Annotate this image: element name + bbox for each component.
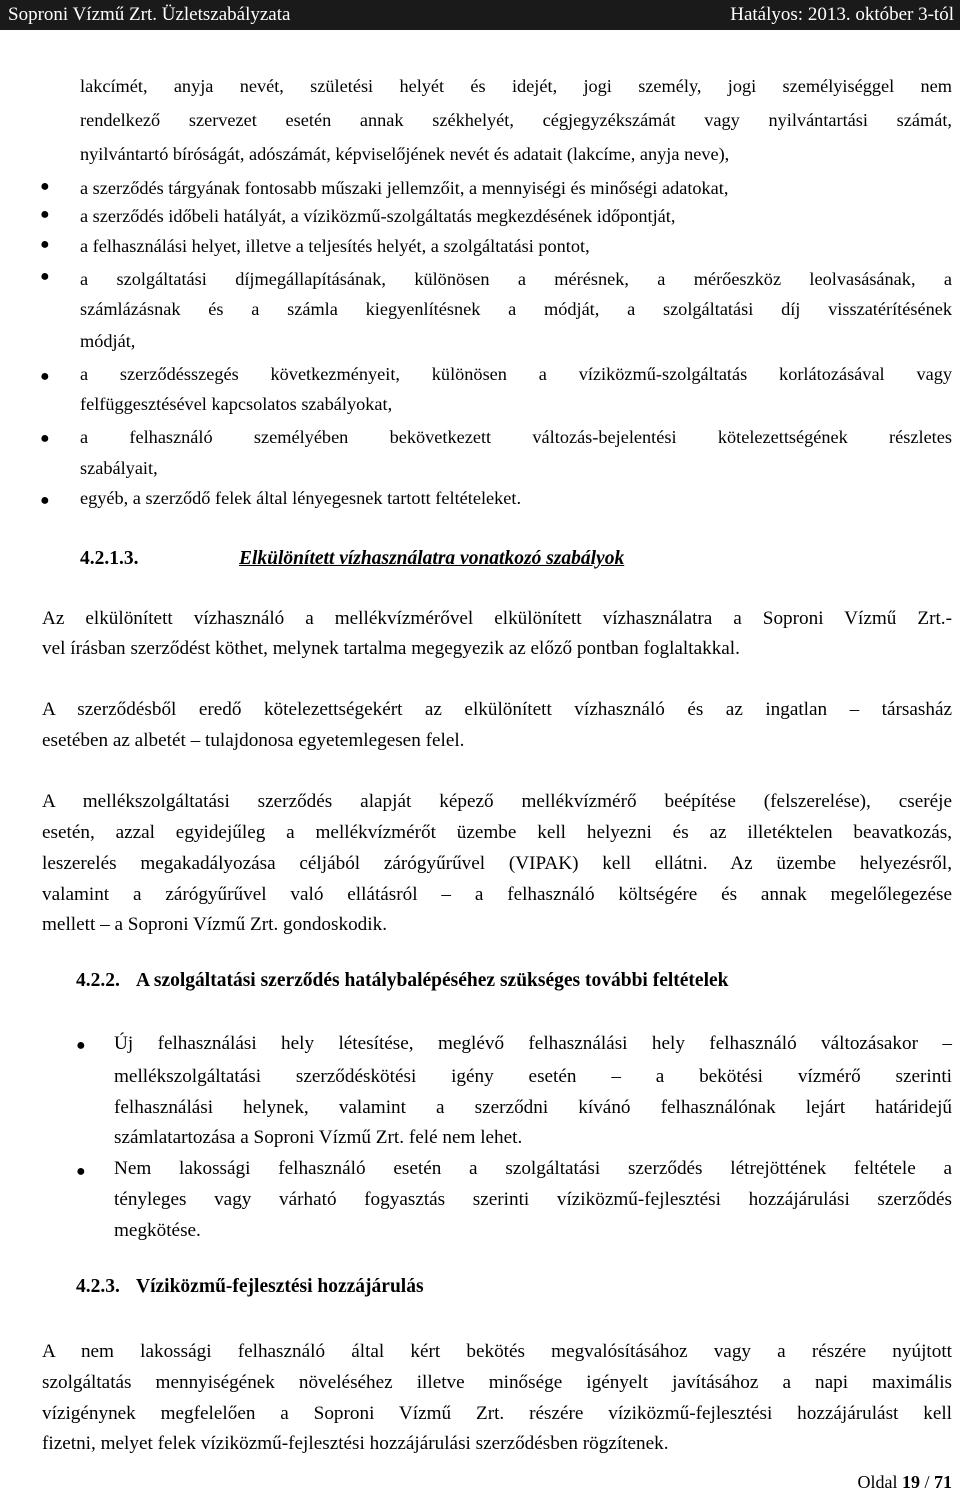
list-item-line: rendelkező szervezet esetén annak székhelyét, cégjegyzékszámát vagy nyilvántartási számát, — [80, 110, 952, 130]
section-title: A szolgáltatási szerződés hatálybalépéséhez szükséges további feltételek — [136, 970, 729, 991]
paragraph-line: vízigénynek megfelelően a Soproni Vízmű Zrt. részére víziközmű-fejlesztési hozzájárulást kell — [42, 1403, 952, 1424]
list-item-line: felhasználási helynek, valamint a szerződni kívánó felhasználónak lejárt határidejű — [114, 1097, 952, 1118]
paragraph-line: leszerelés megakadályozása céljából zárógyűrűvel (VIPAK) kell ellátni. Az üzembe helyezésről, — [42, 853, 952, 874]
list-item-line: módját, — [80, 331, 136, 351]
paragraph-line: szolgáltatás mennyiségének növeléséhez illetve minősége igényelt javításához a napi maximális — [42, 1372, 952, 1393]
page-header — [0, 0, 960, 30]
list-item-line: Nem lakossági felhasználó esetén a szolgáltatási szerződés létrejöttének feltétele a — [114, 1158, 952, 1179]
bullet-icon: ● — [40, 368, 50, 385]
section-number: 4.2.1.3. — [80, 548, 139, 569]
bullet-icon: ● — [40, 206, 50, 223]
list-item-line: számlázásnak és a számla kiegyenlítésnek a módját, a szolgáltatási díj visszatérítésének — [80, 299, 952, 319]
paragraph-line: vel írásban szerződést köthet, melynek tartalma megegyezik az előző pontban foglaltakkal. — [42, 638, 740, 659]
section-number: 4.2.2. — [76, 970, 120, 991]
list-item-line: a szerződésszegés következményeit, különösen a víziközmű-szolgáltatás korlátozásával vagy — [80, 364, 952, 384]
list-item-line: szabályait, — [80, 458, 158, 478]
bullet-icon: ● — [40, 492, 50, 509]
page-label: Oldal — [857, 1472, 898, 1492]
bullet-icon: ● — [40, 236, 50, 253]
paragraph-line: esetén, azzal egyidejűleg a mellékvízmérőt üzembe kell helyezni és az illetéktelen beavatkozás, — [42, 822, 952, 843]
bullet-icon: ● — [40, 178, 50, 195]
list-item-line: lakcímét, anyja nevét, születési helyét és idejét, jogi személy, jogi személyiséggel nem — [80, 76, 952, 96]
paragraph-line: A mellékszolgáltatási szerződés alapját képező mellékvízmérő beépítése (felszerelése), cseréje — [42, 791, 952, 812]
list-item-line: tényleges vagy várható fogyasztás szerinti víziközmű-fejlesztési hozzájárulási szerződés — [114, 1189, 952, 1210]
list-item-line: Új felhasználási hely létesítése, meglévő felhasználási hely felhasználó változásakor – — [114, 1033, 952, 1054]
list-item-line: a szerződés időbeli hatályát, a víziközmű-szolgáltatás megkezdésének időpontját, — [80, 206, 676, 226]
paragraph-line: fizetni, melyet felek víziközmű-fejlesztési hozzájárulási szerződésben rögzítenek. — [42, 1433, 669, 1454]
paragraph-line: Az elkülönített vízhasználó a mellékvízmérővel elkülönített vízhasználatra a Soproni Vízmű Zrt.- — [42, 608, 952, 629]
section-number: 4.2.3. — [76, 1276, 120, 1297]
paragraph-line: valamint a zárógyűrűvel való ellátásról – a felhasználó költségére és annak megelőlegezése — [42, 884, 952, 905]
paragraph-line: mellett – a Soproni Vízmű Zrt. gondoskodik. — [42, 914, 387, 935]
list-item-line: felfüggesztésével kapcsolatos szabályokat, — [80, 394, 393, 414]
list-item-line: számlatartozása a Soproni Vízmű Zrt. felé nem lehet. — [114, 1127, 523, 1148]
page-separator: / — [924, 1472, 930, 1492]
list-item-line: a felhasználó személyében bekövetkezett változás-bejelentési kötelezettségének részletes — [80, 427, 952, 447]
bullet-icon: ● — [40, 268, 50, 285]
list-item-line: megkötése. — [114, 1220, 201, 1241]
section-title: Víziközmű-fejlesztési hozzájárulás — [136, 1276, 424, 1297]
header-document-title: Soproni Vízmű Zrt. Üzletszabályzata — [8, 4, 291, 25]
list-item-line: mellékszolgáltatási szerződéskötési igény esetén – a bekötési vízmérő szerinti — [114, 1066, 952, 1087]
paragraph-line: A nem lakossági felhasználó által kért bekötés megvalósításához vagy a részére nyújtott — [42, 1341, 952, 1362]
bullet-icon: ● — [40, 430, 50, 447]
total-pages: 71 — [934, 1472, 952, 1492]
paragraph-line: esetében az albetét – tulajdonosa egyetemlegesen felel. — [42, 730, 465, 751]
list-item-line: a felhasználási helyet, illetve a teljesítés helyét, a szolgáltatási pontot, — [80, 236, 590, 256]
page-number — [857, 1472, 952, 1493]
bullet-icon: ● — [76, 1037, 86, 1054]
bullet-icon: ● — [76, 1163, 86, 1180]
list-item-line: nyilvántartó bíróságát, adószámát, képviselőjének nevét és adatait (lakcíme, anyja neve), — [80, 144, 730, 164]
list-item-line: a szolgáltatási díjmegállapításának, különösen a mérésnek, a mérőeszköz leolvasásának, a — [80, 269, 952, 289]
list-item-line: a szerződés tárgyának fontosabb műszaki jellemzőit, a mennyiségi és minőségi adatokat, — [80, 178, 729, 198]
current-page: 19 — [901, 1472, 920, 1492]
list-item-line: egyéb, a szerződő felek által lényegesnek tartott feltételeket. — [80, 488, 522, 508]
header-effective-date: Hatályos: 2013. október 3-tól — [730, 4, 954, 25]
paragraph-line: A szerződésből eredő kötelezettségekért az elkülönített vízhasználó és az ingatlan – társasház — [42, 699, 952, 720]
section-title: Elkülönített vízhasználatra vonatkozó szabályok — [239, 548, 625, 569]
